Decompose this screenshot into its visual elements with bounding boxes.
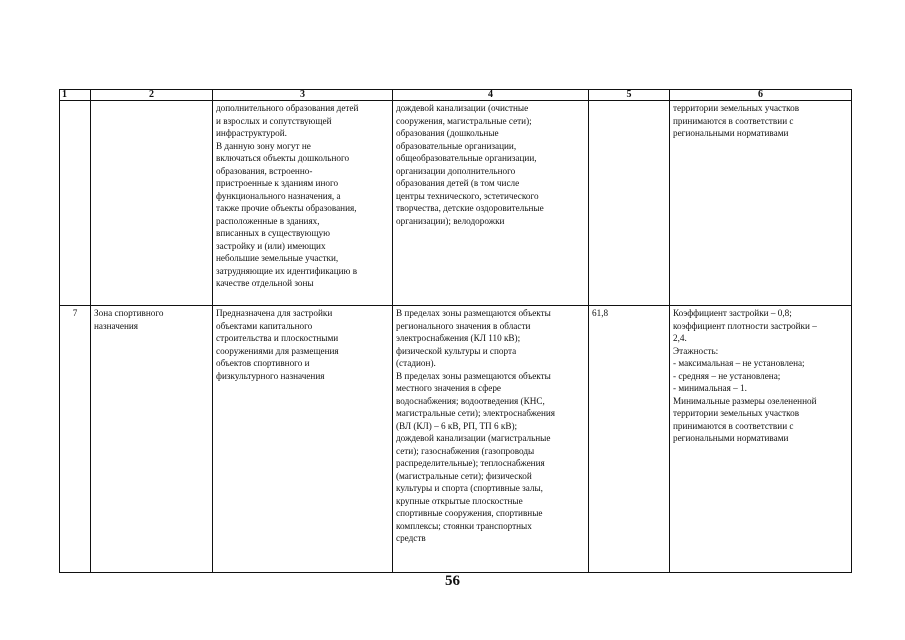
header-col-2: 2 [91, 90, 213, 101]
header-col-3: 3 [213, 90, 393, 101]
table-row [60, 101, 852, 306]
zone-objects-cell: дождевой канализации (очистные сооружения, магистральные сети); образования (дошкольные образовательные организации, общеобразовательные организации, организации дополнительного образования детей (в том числе центры технического, эстетического творчества, детские оздоровительные организации); велодорожки [393, 101, 589, 306]
header-col-4: 4 [393, 90, 589, 101]
zone-purpose-cell: Предназначена для застройки объектами капитального строительства и плоскостными сооружениями для размещения объектов спортивного и физкультурного назначения [213, 306, 393, 573]
zone-area-cell [589, 101, 670, 306]
table-row [60, 306, 852, 573]
zone-parameters-cell: территории земельных участков принимаются в соответствии с региональными нормативами [670, 101, 852, 306]
zone-name-cell: Зона спортивного назначения [91, 306, 213, 573]
header-col-5: 5 [589, 90, 670, 101]
zone-area-cell: 61,8 [589, 306, 670, 573]
table-header-row [60, 90, 852, 101]
header-col-6: 6 [670, 90, 852, 101]
header-col-1: 1 [60, 90, 91, 101]
row-number-cell: 7 [60, 306, 91, 573]
zone-name-cell [91, 101, 213, 306]
zone-purpose-cell: дополнительного образования детей и взрослых и сопутствующей инфраструктурой. В данную зону могут не включаться объекты дошкольного образования, встроенно- пристроенные к зданиям иного функционального назначения, а также прочие объекты образования, расположенные в зданиях, вписанных в существующую застройку и (или) имеющих небольшие земельные участки, затрудняющие их идентификацию в качестве отдельной зоны [213, 101, 393, 306]
zone-parameters-cell: Коэффициент застройки – 0,8; коэффициент плотности застройки – 2,4. Этажность: - максимальная – не установлена; - средняя – не установлена; - минимальная – 1. Минимальные размеры озелененной территории земельных участков принимаются в соответствии с региональными нормативами [670, 306, 852, 573]
zone-objects-cell: В пределах зоны размещаются объекты регионального значения в области электроснабжения (КЛ 110 кВ); физической культуры и спорта (стадион). В пределах зоны размещаются объекты местного значения в сфере водоснабжения; водоотведения (КНС, магистральные сети); электроснабжения (ВЛ (КЛ) – 6 кВ, РП, ТП 6 кВ); дождевой канализации (магистральные сети); газоснабжения (газопроводы распределительные); теплоснабжения (магистральные сети); физической культуры и спорта (спортивные залы, крупные открытые плоскостные спортивные сооружения, спортивные комплексы; стоянки транспортных средств [393, 306, 589, 573]
page-number: 56 [445, 573, 460, 589]
zones-table [59, 89, 852, 573]
row-number-cell [60, 101, 91, 306]
